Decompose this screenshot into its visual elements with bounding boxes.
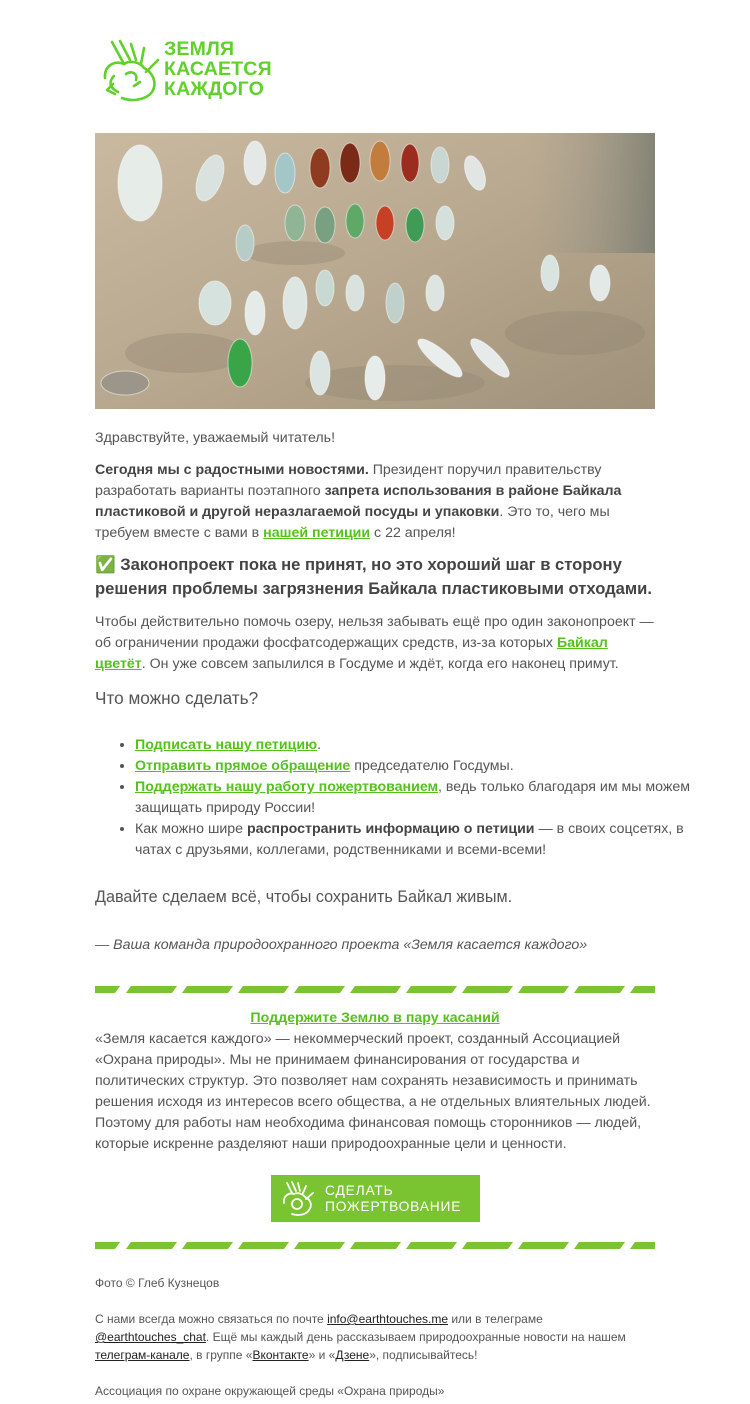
list-item-text: председателю Госдумы. (350, 758, 514, 774)
logo-wordmark (164, 39, 272, 99)
news-lead: Сегодня мы с радостными новостями. (95, 462, 369, 478)
list-item-text: . (317, 737, 322, 753)
highlight-paragraph (95, 553, 657, 601)
phosphate-paragraph (95, 612, 657, 675)
phosphate-text-1: Чтобы действительно помочь озеру, нельзя забывать ещё про один законопроект — об ограничении продажи фосфатсодержащих средств, из-за которых (95, 614, 654, 651)
logo-line-2: КАСАЕТСЯ (164, 58, 272, 80)
news-text-2: . Это то, чего мы требуем вместе с вами в (95, 504, 610, 541)
baikal-blooms-link[interactable]: Байкал цветёт (95, 635, 608, 672)
news-text-1: Президент поручил правительству разработать варианты поэтапного (95, 462, 602, 499)
telegram-channel-link[interactable]: телеграм-канале (95, 1348, 190, 1362)
list-item-text: — в своих соцсетях, в чатах с друзьями, коллегами, родственниками и всеми-всеми! (135, 821, 684, 858)
closing-text: Давайте сделаем всё, чтобы сохранить Байкал живым. (95, 888, 513, 906)
petition-link[interactable]: нашей петиции (263, 525, 371, 541)
email-link[interactable]: info@earthtouches.me (327, 1312, 448, 1326)
logo-line-3: КАЖДОГО (164, 78, 265, 100)
donate-label-line-2: ПОЖЕРТВОВАНИЕ (325, 1198, 462, 1214)
signature: — Ваша команда природоохранного проекта «Земля касается каждого» (95, 937, 588, 953)
donate-label-line-1: СДЕЛАТЬ (325, 1182, 394, 1198)
list-item-text: , ведь только благодаря им мы можем защищать природу России! (135, 779, 691, 816)
checkmark-icon: ✅ (95, 555, 116, 574)
brand-logo[interactable] (102, 38, 274, 104)
greeting-text: Здравствуйте, уважаемый читатель! (95, 430, 336, 446)
donate-link[interactable]: Поддержать нашу работу пожертвованием (135, 779, 439, 795)
list-item-bold: распространить информацию о петиции (246, 821, 535, 837)
list-item (135, 756, 695, 777)
todo-list (95, 735, 695, 861)
stripe-divider (95, 986, 655, 993)
dzen-link[interactable]: Дзене (335, 1348, 370, 1362)
stripe-divider (95, 1242, 655, 1249)
news-text-3: с 22 апреля! (370, 525, 456, 541)
list-item-text: Как можно шире (135, 821, 247, 837)
contact-text: », подписывайтесь! (369, 1348, 478, 1362)
hand-touch-icon (102, 38, 162, 104)
list-item (135, 735, 695, 756)
contact-text: » и « (308, 1348, 336, 1362)
logo-line-1: ЗЕМЛЯ (164, 38, 235, 60)
contact-text: , в группе « (189, 1348, 253, 1362)
hand-touch-icon (281, 1181, 315, 1217)
list-item (135, 777, 695, 819)
phosphate-text-2: . Он уже совсем запылился в Госдуме и ждёт, когда его наконец примут. (141, 656, 619, 672)
todo-heading: Что можно сделать? (95, 688, 259, 708)
support-title (95, 1008, 655, 1029)
hero-photo-illustration (95, 133, 655, 409)
photo-credit: Фото © Глеб Кузнецов (95, 1276, 220, 1290)
highlight-text: Законопроект пока не принят, но это хороший шаг в сторону решения проблемы загрязнения Байкала пластиковыми отходами. (95, 555, 652, 598)
donate-button-label (325, 1183, 461, 1215)
support-text: «Земля касается каждого» — некоммерческий проект, созданный Ассоциацией «Охрана природы». Мы не принимаем финансирования от государства и политических структур. Это позволяет нам сохранять независимость и принимать решения исходя из интересов всего общества, а не отдельных влиятельных людей. Поэтому для работы нам необходима финансовая помощь сторонников — людей, которые искренне разделяют наши природоохранные цели и ценности. (95, 1031, 651, 1152)
list-item (135, 819, 695, 861)
news-bold-2: запрета использования в районе Байкала пластиковой и другой неразлагаемой посуды и упаковки (95, 483, 622, 520)
contact-text: . Ещё мы каждый день рассказываем природоохранные новости на нашем (205, 1330, 626, 1344)
send-appeal-link[interactable]: Отправить прямое обращение (135, 758, 351, 774)
contact-text: С нами всегда можно связаться по почте (95, 1312, 328, 1326)
donate-button[interactable] (271, 1175, 480, 1222)
support-link[interactable]: Поддержите Землю в пару касаний (250, 1010, 500, 1026)
news-paragraph (95, 460, 657, 544)
hero-photo (95, 133, 655, 409)
sign-petition-link[interactable]: Подписать нашу петицию (135, 737, 318, 753)
telegram-chat-link[interactable]: @earthtouches_chat (95, 1330, 206, 1344)
association-name: Ассоциация по охране окружающей среды «Охрана природы» (95, 1384, 445, 1398)
contact-text: или в телеграме (448, 1312, 543, 1326)
contact-paragraph (95, 1310, 655, 1364)
vk-link[interactable]: Вконтакте (252, 1348, 309, 1362)
